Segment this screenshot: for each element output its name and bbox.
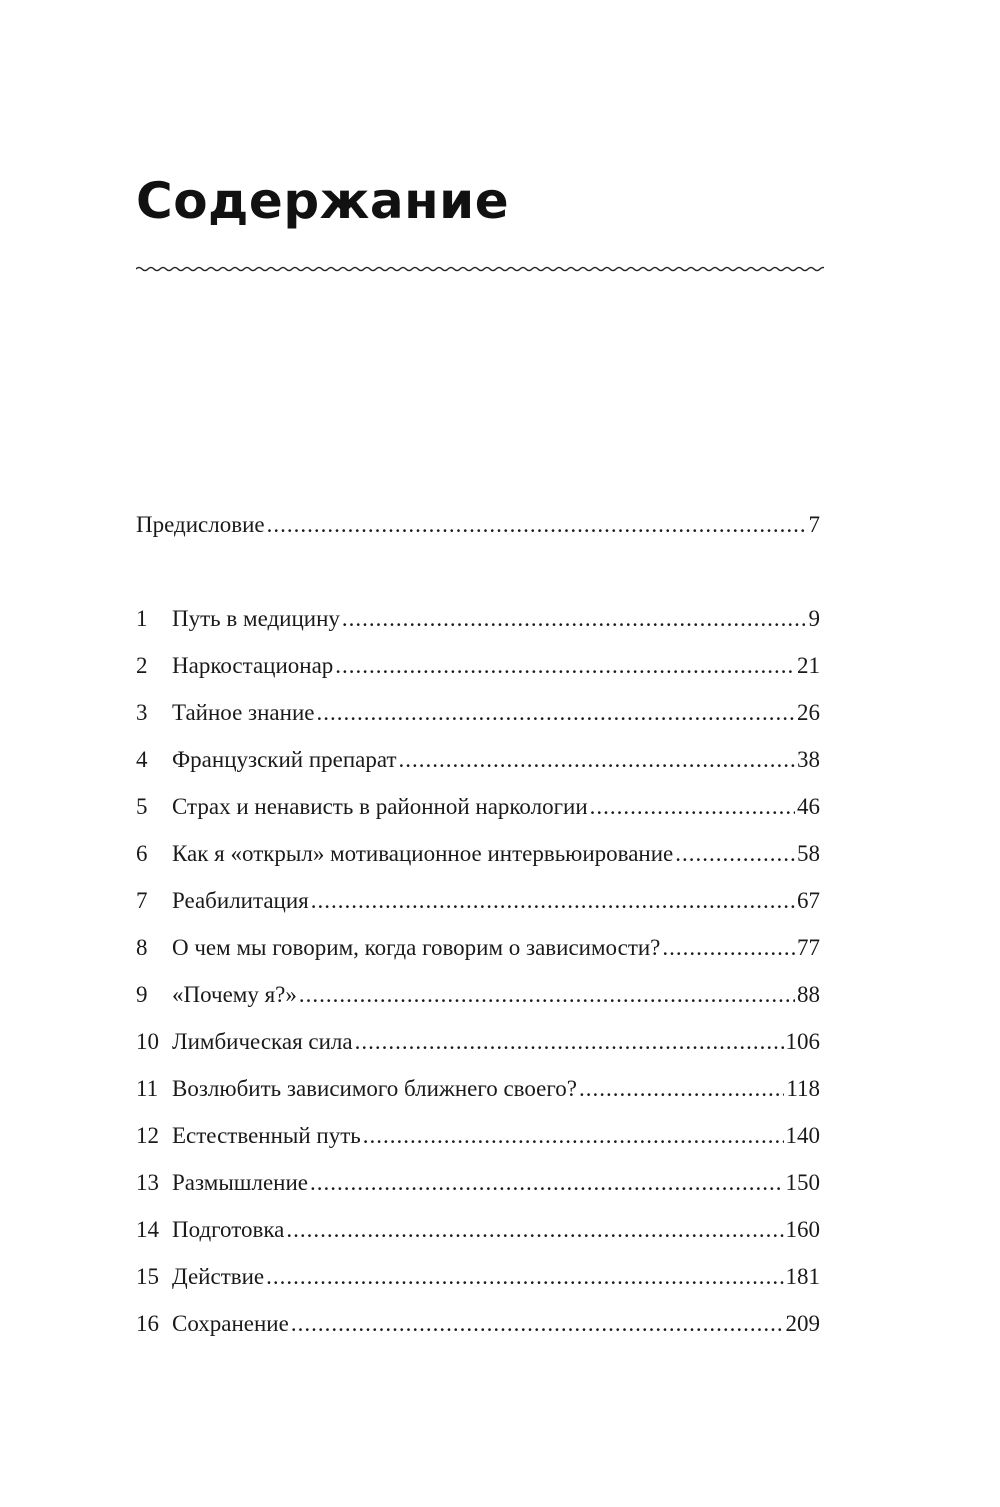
chapter-number: 3 bbox=[136, 700, 148, 725]
toc-entry-title: Лимбическая сила bbox=[172, 1029, 353, 1054]
toc-chapter[interactable] bbox=[136, 794, 820, 824]
dot-leader bbox=[316, 700, 795, 726]
chapter-number: 13 bbox=[136, 1170, 159, 1195]
toc-chapter[interactable] bbox=[136, 1076, 820, 1106]
toc-page-number: 77 bbox=[797, 935, 820, 960]
dot-leader bbox=[342, 606, 807, 632]
dot-leader bbox=[286, 1217, 783, 1243]
toc-page-number: 38 bbox=[797, 747, 820, 772]
toc-entry-title: Тайное знание bbox=[172, 700, 315, 725]
toc-entry-title: Как я «открыл» мотивационное интервьюирование bbox=[172, 841, 674, 866]
dot-leader bbox=[662, 935, 795, 961]
toc-page-number: 67 bbox=[797, 888, 820, 913]
dot-leader bbox=[267, 512, 807, 538]
chapter-number: 7 bbox=[136, 888, 148, 913]
toc-entry-title: Размышление bbox=[172, 1170, 308, 1195]
toc-entry-title: Предисловие bbox=[136, 512, 265, 537]
toc-page-number: 140 bbox=[785, 1123, 820, 1148]
dot-leader bbox=[590, 794, 795, 820]
toc-chapter[interactable] bbox=[136, 888, 820, 918]
chapter-number: 15 bbox=[136, 1264, 159, 1289]
chapter-number: 16 bbox=[136, 1311, 159, 1336]
chapter-number: 10 bbox=[136, 1029, 159, 1054]
chapter-number: 2 bbox=[136, 653, 148, 678]
chapter-number: 1 bbox=[136, 606, 148, 631]
chapter-number: 11 bbox=[136, 1076, 159, 1101]
dot-leader bbox=[310, 1170, 784, 1196]
toc-entry-title: Действие bbox=[172, 1264, 265, 1289]
toc-chapter[interactable] bbox=[136, 982, 820, 1012]
toc-chapter[interactable] bbox=[136, 935, 820, 965]
toc-entry-title: Подготовка bbox=[172, 1217, 285, 1242]
toc-chapter[interactable] bbox=[136, 1029, 820, 1059]
toc-page-number: 21 bbox=[797, 653, 820, 678]
chapter-number: 5 bbox=[136, 794, 148, 819]
dot-leader bbox=[399, 747, 795, 773]
dot-leader bbox=[363, 1123, 784, 1149]
toc-chapter[interactable] bbox=[136, 1311, 820, 1341]
dot-leader bbox=[299, 982, 795, 1008]
toc-entry-title: Естественный путь bbox=[172, 1123, 361, 1148]
toc-entry-title: Путь в медицину bbox=[172, 606, 340, 631]
toc-chapter[interactable] bbox=[136, 653, 820, 683]
chapter-number: 12 bbox=[136, 1123, 159, 1148]
toc-page-number: 181 bbox=[785, 1264, 820, 1289]
toc-page-number: 118 bbox=[786, 1076, 820, 1101]
dot-leader bbox=[579, 1076, 784, 1102]
toc-entry-title: «Почему я?» bbox=[172, 982, 297, 1007]
dot-leader bbox=[335, 653, 795, 679]
toc-chapter[interactable] bbox=[136, 606, 820, 636]
chapter-number: 8 bbox=[136, 935, 148, 960]
toc-page-number: 9 bbox=[808, 606, 820, 631]
chapter-number: 9 bbox=[136, 982, 148, 1007]
wavy-divider bbox=[136, 262, 824, 276]
toc-page-number: 150 bbox=[785, 1170, 820, 1195]
dot-leader bbox=[291, 1311, 784, 1337]
toc-entry-title: Наркостационар bbox=[172, 653, 334, 678]
toc-entry-title: Сохранение bbox=[172, 1311, 289, 1336]
toc-chapter[interactable] bbox=[136, 1123, 820, 1153]
chapter-number: 14 bbox=[136, 1217, 159, 1242]
toc-chapter[interactable] bbox=[136, 1217, 820, 1247]
dot-leader bbox=[266, 1264, 783, 1290]
toc-entry-title: Страх и ненависть в районной наркологии bbox=[172, 794, 588, 819]
toc-entry-title: Возлюбить зависимого ближнего своего? bbox=[172, 1076, 577, 1101]
toc-chapter[interactable] bbox=[136, 747, 820, 777]
toc-entry-title: О чем мы говорим, когда говорим о зависимости? bbox=[172, 935, 661, 960]
toc-page-number: 26 bbox=[797, 700, 820, 725]
toc-page-number: 160 bbox=[785, 1217, 820, 1242]
toc-page-number: 7 bbox=[808, 512, 820, 537]
chapter-number: 4 bbox=[136, 747, 148, 772]
toc-chapter[interactable] bbox=[136, 1170, 820, 1200]
dot-leader bbox=[355, 1029, 784, 1055]
dot-leader bbox=[311, 888, 795, 914]
toc-preface[interactable] bbox=[136, 512, 820, 542]
dot-leader bbox=[675, 841, 795, 867]
toc-chapter[interactable] bbox=[136, 1264, 820, 1294]
toc-page-number: 58 bbox=[797, 841, 820, 866]
toc-chapter[interactable] bbox=[136, 700, 820, 730]
toc-entry-title: Реабилитация bbox=[172, 888, 309, 913]
toc-chapter[interactable] bbox=[136, 841, 820, 871]
toc-page-number: 106 bbox=[785, 1029, 820, 1054]
chapter-number: 6 bbox=[136, 841, 148, 866]
toc-entry-title: Французский препарат bbox=[172, 747, 397, 772]
toc-page-number: 88 bbox=[797, 982, 820, 1007]
toc-page-number: 209 bbox=[785, 1311, 820, 1336]
toc-page-number: 46 bbox=[797, 794, 820, 819]
page-title: Содержание bbox=[136, 172, 510, 230]
